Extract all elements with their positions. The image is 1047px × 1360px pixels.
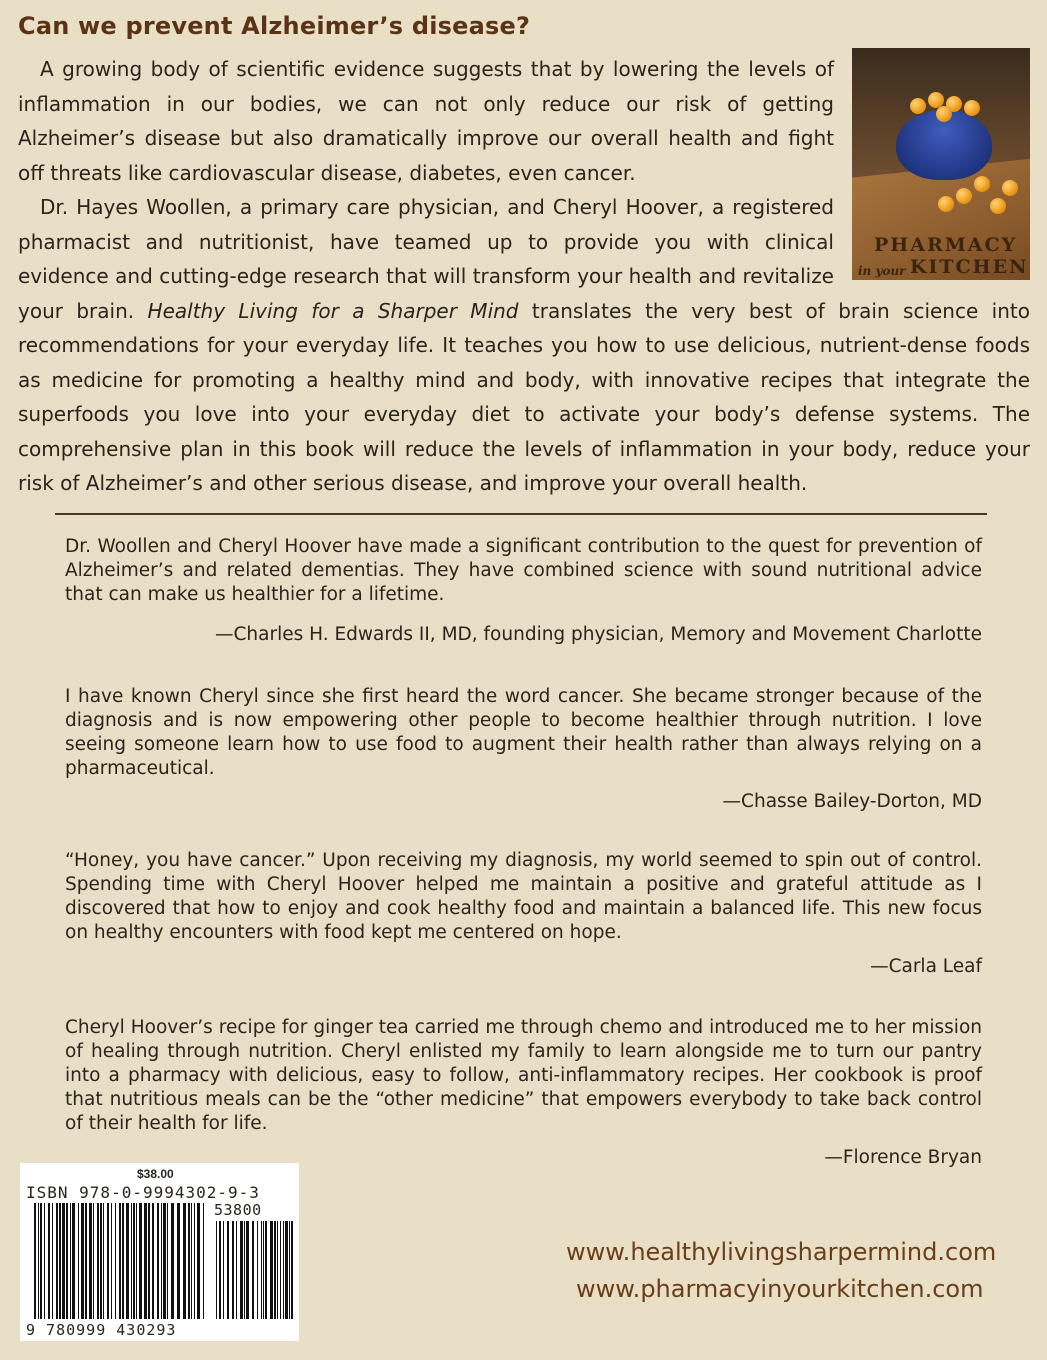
- barcode-bar: [66, 1203, 68, 1319]
- barcode-bar: [44, 1203, 45, 1319]
- book-title: Healthy Living for a Sharper Mind: [147, 298, 519, 323]
- barcode-bar: [177, 1203, 180, 1319]
- fruit: [936, 106, 952, 122]
- barcode-bar: [136, 1203, 137, 1319]
- website-link-2[interactable]: www.pharmacyinyourkitchen.com: [576, 1275, 984, 1303]
- barcode-bar: [244, 1221, 245, 1319]
- cover-title-line2: KITCHEN: [910, 256, 1029, 278]
- testimonial-quote: Cheryl Hoover’s recipe for ginger tea carried me through chemo and introduced me to her mission of healing through nutrition. Cheryl enlisted my family to learn alongside me to turn our pantry into a pharmacy with delicious, easy to follow, anti-inflammatory recipes. Her cookbook is proof that nutritious meals can be the “other medicine” that empowers everybody to take back control of their health for life.: [65, 1017, 982, 1134]
- barcode-bar: [197, 1203, 200, 1319]
- barcode-bar: [265, 1221, 267, 1319]
- barcode-bar: [283, 1221, 284, 1319]
- barcode-isbn: ISBN 978-0-9994302-9-3: [26, 1183, 260, 1202]
- barcode-bar: [291, 1221, 293, 1319]
- testimonial-author: —Florence Bryan: [824, 1147, 982, 1168]
- barcode-bar: [289, 1221, 290, 1319]
- barcode-bar: [115, 1203, 116, 1319]
- isbn-barcode: [20, 1163, 299, 1341]
- barcode-bar: [38, 1203, 39, 1319]
- barcode-bar: [144, 1203, 147, 1319]
- fruit: [1002, 180, 1018, 196]
- barcode-bar: [252, 1221, 254, 1319]
- barcode-bar: [81, 1203, 84, 1319]
- heading: Can we prevent Alzheimer’s disease?: [18, 12, 531, 40]
- fruit: [964, 100, 980, 116]
- testimonial-quote: Dr. Woollen and Cheryl Hoover have made a significant contribution to the quest for prevention of Alzheimer’s and related dementias. They have combined science with sound nutritional advice that can make us healthier for a lifetime.: [65, 536, 982, 605]
- barcode-bar: [126, 1203, 129, 1319]
- barcode-bar: [277, 1221, 278, 1319]
- fruit: [938, 196, 954, 212]
- barcode-bar: [194, 1203, 195, 1319]
- testimonial-quote: “Honey, you have cancer.” Upon receiving my diagnosis, my world seemed to spin out of control. Spending time with Cheryl Hoover helped me maintain a positive and grateful attitude as I discovered that how to enjoy and cook healthy food and maintain a balanced life. This new focus on healthy encounters with food kept me centered on hope.: [65, 850, 982, 943]
- barcode-bar: [232, 1221, 234, 1319]
- barcode-bar: [103, 1203, 104, 1319]
- barcode-bar: [270, 1221, 273, 1319]
- barcode-bar: [62, 1203, 65, 1319]
- fruit: [910, 98, 926, 114]
- book-cover-image: [852, 48, 1030, 280]
- barcode-bar: [40, 1203, 42, 1319]
- barcode-bar: [97, 1203, 99, 1319]
- intro-paragraph-1: A growing body of scientific evidence suggests that by lowering the levels of inflammation in our bodies, we can not only reduce our risk of getting Alzheimer’s disease but also dramatically improve our overall health and fight off threats like cardiovascular disease, diabetes, even cancer.: [18, 57, 834, 185]
- fruit: [956, 188, 972, 204]
- barcode-bar: [263, 1221, 264, 1319]
- barcode-bar: [119, 1203, 121, 1319]
- barcode-bar: [167, 1203, 168, 1319]
- barcode-bar: [191, 1203, 192, 1319]
- barcode-bar: [261, 1221, 262, 1319]
- barcode-bar: [285, 1221, 288, 1319]
- testimonial-author: —Chasse Bailey-Dorton, MD: [722, 791, 982, 812]
- barcode-bar: [111, 1203, 112, 1319]
- barcode-bar: [152, 1203, 154, 1319]
- barcode-bar: [85, 1203, 87, 1319]
- cover-title-line1: PHARMACY: [874, 234, 1018, 256]
- barcode-bar: [280, 1221, 281, 1319]
- barcode-bar: [59, 1203, 61, 1319]
- barcode-bar: [56, 1203, 58, 1319]
- cover-title-small: in your: [858, 264, 906, 278]
- barcode-bar: [48, 1203, 50, 1319]
- testimonial-quote: I have known Cheryl since she first heard the word cancer. She became stronger because of the diagnosis and is now empowering other people to become healthier through nutrition. I love seeing someone learn how to use food to augment their health rather than always relying on a pharmaceutical.: [65, 686, 982, 779]
- barcode-bar: [188, 1203, 190, 1319]
- barcode-bar: [107, 1203, 109, 1319]
- website-link-1[interactable]: www.healthylivingsharpermind.com: [566, 1238, 997, 1266]
- barcode-bar: [70, 1203, 71, 1319]
- barcode-bar: [72, 1203, 75, 1319]
- barcode-bar: [223, 1221, 224, 1319]
- barcode-bar: [78, 1203, 79, 1319]
- barcode-bar: [148, 1203, 150, 1319]
- barcode-bar: [216, 1221, 217, 1319]
- barcode-bar: [203, 1203, 204, 1319]
- barcode-bar: [161, 1203, 162, 1319]
- barcode-bar: [100, 1203, 102, 1319]
- barcode-bar: [34, 1203, 36, 1319]
- barcode-bars: [20, 1163, 299, 1341]
- barcode-digits: 9 780999 430293: [26, 1321, 177, 1339]
- barcode-bar: [131, 1203, 132, 1319]
- testimonial-author: —Charles H. Edwards II, MD, founding physician, Memory and Movement Charlotte: [214, 624, 982, 645]
- barcode-bar: [246, 1221, 249, 1319]
- barcode-bar: [89, 1203, 92, 1319]
- barcode-price-code: 53800: [214, 1201, 262, 1219]
- barcode-bar: [257, 1221, 258, 1319]
- intro-paragraph-2: Dr. Hayes Woollen, a primary care physician, and Cheryl Hoover, a registered pharmacist and nutritionist, have teamed up to provide you with clinical evidence and cutting-edge research that will transform your health and revitalize your brain. Healthy Living for a Sharper Mind translates the very best of brain science into recommendations for your everyday life. It teaches you how to use delicious, nutrient-dense foods as medicine for promoting a healthy mind and body, with innovative recipes that integrate the superfoods you love into your everyday diet to activate your body’s defense systems. The comprehensive plan in this book will reduce the levels of inflammation in your body, reduce your risk of Alzheimer’s and other serious disease, and improve your overall health.: [18, 195, 1030, 495]
- barcode-bar: [157, 1203, 159, 1319]
- barcode-bar: [171, 1203, 174, 1319]
- barcode-bar: [227, 1221, 229, 1319]
- testimonial-author: —Carla Leaf: [870, 956, 982, 977]
- barcode-bar: [236, 1221, 237, 1319]
- divider: [55, 513, 987, 515]
- barcode-price: $38.00: [137, 1167, 174, 1181]
- barcode-bar: [133, 1203, 135, 1319]
- barcode-bar: [183, 1203, 186, 1319]
- fruit: [990, 198, 1006, 214]
- barcode-bar: [122, 1203, 124, 1319]
- barcode-bar: [240, 1221, 243, 1319]
- barcode-bar: [274, 1221, 276, 1319]
- barcode-bar: [93, 1203, 94, 1319]
- barcode-bar: [163, 1203, 166, 1319]
- fruit: [974, 176, 990, 192]
- barcode-bar: [139, 1203, 142, 1319]
- barcode-bar: [52, 1203, 53, 1319]
- barcode-bar: [219, 1221, 221, 1319]
- intro-text: [18, 52, 1030, 501]
